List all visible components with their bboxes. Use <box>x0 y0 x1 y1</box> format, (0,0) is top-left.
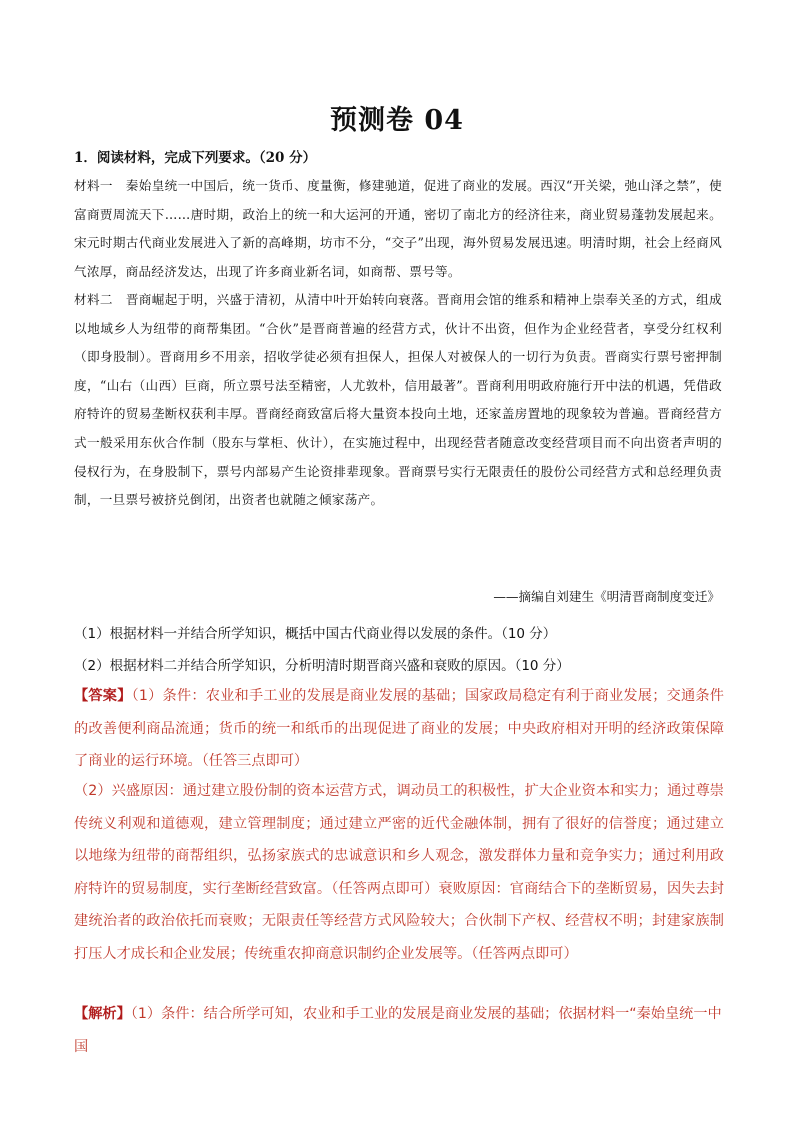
source-citation: ——摘编自刘建生《明清晋商制度变迁》 <box>493 589 720 604</box>
question-heading: 1．阅读材料，完成下列要求。（20 分） <box>74 150 317 166</box>
material-one: 材料一 秦始皇统一中国后，统一货币、度量衡，修建驰道，促进了商业的发展。西汉“开关梁，弛山泽之禁”，使富商贾周流天下……唐时期，政治上的统一和大运河的开通，密切了南北方的经济往来，商业贸易蓬勃发展起来。宋元时期古代商业发展进入了新的高峰期，坊市不分，“交子”出现，海外贸易发展迅速。明清时期，社会上经商风气浓厚，商品经济发达，出现了许多商业新名词，如商帮、票号等。 <box>74 178 722 279</box>
page-title: 预测卷 04 <box>330 105 464 136</box>
answer-part-2: （2）兴盛原因：通过建立股份制的资本运营方式，调动员工的积极性，扩大企业资本和实力；通过尊崇传统义利观和道德观，建立管理制度；通过建立严密的近代金融体制，拥有了很好的信誉度；通过建立以地缘为纽带的商帮组织，弘扬家族式的忠诚意识和乡人观念，激发群体力量和竞争实力；通过利用政府特许的贸易制度，实行垄断经营致富。（任答两点即可）衰败原因：官商结合下的垄断贸易，因失去封建统治者的政治依托而衰败；无限责任等经营方式风险较大；合伙制下产权、经营权不明；封建家族制打压人才成长和企业发展；传统重农抑商意识制约企业发展等。（任答两点即可） <box>74 783 724 962</box>
sub-question-1: （1）根据材料一并结合所学知识，概括中国古代商业得以发展的条件。（10 分） <box>74 626 557 642</box>
analysis-tag: 【解析】 <box>74 1006 131 1022</box>
answer-tag: 【答案】 <box>74 688 132 704</box>
sub-question-2: （2）根据材料二并结合所学知识，分析明清时期晋商兴盛和衰败的原因。（10 分） <box>74 658 570 674</box>
answer-part-1-text: （1）条件：农业和手工业的发展是商业发展的基础；国家政局稳定有利于商业发展；交通条件的改善便利商品流通；货币的统一和纸币的出现促进了商业的发展；中央政府相对开明的经济政策保障了商业的运行环境。（任答三点即可） <box>74 688 724 769</box>
analysis-text: （1）条件：结合所学可知，农业和手工业的发展是商业发展的基础；依据材料一“秦始皇统一中国 <box>74 1006 722 1055</box>
analysis-section <box>74 998 724 1063</box>
material-two: 材料二 晋商崛起于明，兴盛于清初，从清中叶开始转向衰落。晋商用会馆的维系和精神上崇奉关圣的方式，组成以地域乡人为纽带的商帮集团。“合伙”是晋商普遍的经营方式，伙计不出资，但作为企业经营者，享受分红权利（即身股制）。晋商用乡不用亲，招收学徒必须有担保人，担保人对被保人的一切行为负责。晋商实行票号密押制度，“山右（山西）巨商，所立票号法至精密，人尤敦朴，信用最著”。晋商利用明政府施行开中法的机遇，凭借政府特许的贸易垄断权获利丰厚。晋商经商致富后将大量资本投向土地，还家盖房置地的现象较为普遍。晋商经营方式一般采用东伙合作制（股东与掌柜、伙计），在实施过程中，出现经营者随意改变经营项目而不向出资者声明的侵权行为，在身股制下，票号内部易产生论资排辈现象。晋商票号实行无限责任的股份公司经营方式和总经理负责制，一旦票号被挤兑倒闭，出资者也就随之倾家荡产。 <box>74 292 722 508</box>
answer-part-1 <box>74 680 724 778</box>
